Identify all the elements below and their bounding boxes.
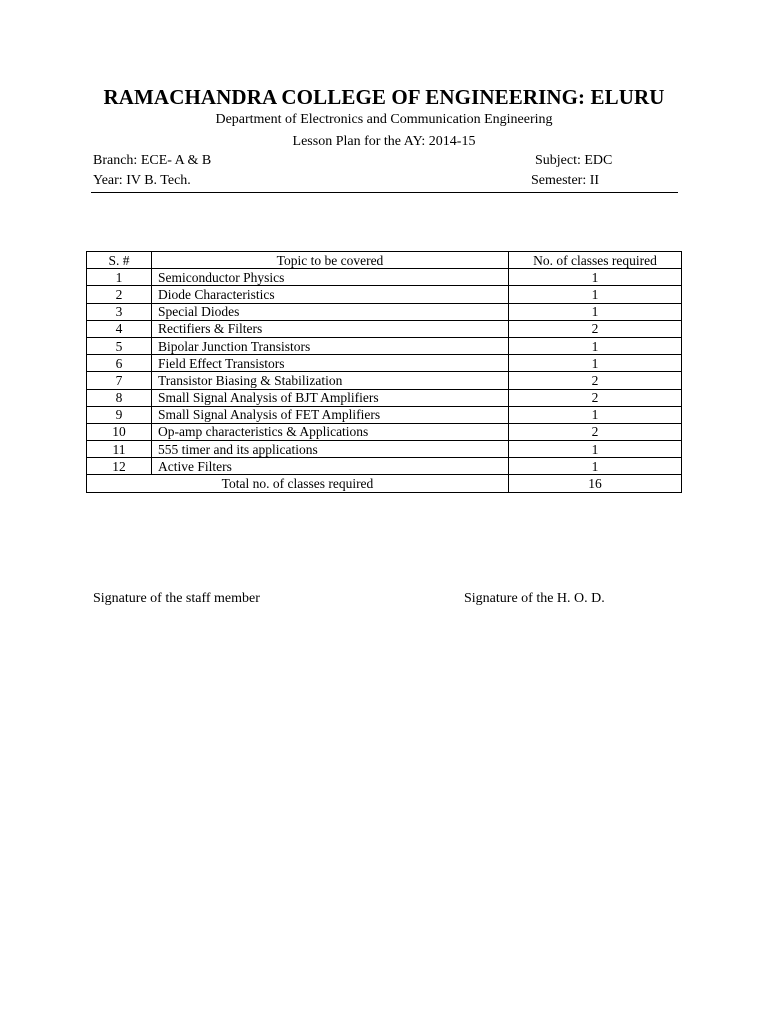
row-topic: Small Signal Analysis of FET Amplifiers bbox=[152, 406, 509, 423]
row-serial: 6 bbox=[87, 355, 152, 372]
row-topic: Special Diodes bbox=[152, 303, 509, 320]
subject-label: Subject: EDC bbox=[535, 153, 613, 168]
row-topic: Semiconductor Physics bbox=[152, 269, 509, 286]
hod-signature: Signature of the H. O. D. bbox=[464, 591, 605, 606]
row-topic: Transistor Biasing & Stabilization bbox=[152, 372, 509, 389]
total-label: Total no. of classes required bbox=[87, 475, 509, 492]
row-classes: 2 bbox=[509, 389, 682, 406]
row-classes: 1 bbox=[509, 269, 682, 286]
row-topic: Small Signal Analysis of BJT Amplifiers bbox=[152, 389, 509, 406]
table-row bbox=[87, 286, 682, 303]
table-row bbox=[87, 320, 682, 337]
total-value: 16 bbox=[509, 475, 682, 492]
row-classes: 1 bbox=[509, 441, 682, 458]
row-serial: 2 bbox=[87, 286, 152, 303]
row-topic: Diode Characteristics bbox=[152, 286, 509, 303]
total-row bbox=[87, 475, 682, 492]
row-serial: 10 bbox=[87, 423, 152, 440]
column-header-classes: No. of classes required bbox=[509, 252, 682, 269]
row-classes: 2 bbox=[509, 372, 682, 389]
table-row bbox=[87, 458, 682, 475]
table-row bbox=[87, 389, 682, 406]
row-serial: 11 bbox=[87, 441, 152, 458]
row-classes: 2 bbox=[509, 423, 682, 440]
lesson-plan-year: Lesson Plan for the AY: 2014-15 bbox=[292, 134, 476, 149]
table-body bbox=[87, 269, 682, 475]
row-topic: Field Effect Transistors bbox=[152, 355, 509, 372]
row-classes: 1 bbox=[509, 286, 682, 303]
row-topic: Bipolar Junction Transistors bbox=[152, 337, 509, 354]
column-header-serial: S. # bbox=[87, 252, 152, 269]
semester-label: Semester: II bbox=[531, 173, 600, 188]
row-serial: 9 bbox=[87, 406, 152, 423]
table-row bbox=[87, 372, 682, 389]
row-topic: 555 timer and its applications bbox=[152, 441, 509, 458]
row-classes: 1 bbox=[509, 406, 682, 423]
row-serial: 3 bbox=[87, 303, 152, 320]
column-header-topic: Topic to be covered bbox=[152, 252, 509, 269]
staff-signature: Signature of the staff member bbox=[93, 591, 260, 606]
row-topic: Rectifiers & Filters bbox=[152, 320, 509, 337]
table-row bbox=[87, 269, 682, 286]
table-header-row bbox=[87, 252, 682, 269]
row-classes: 1 bbox=[509, 458, 682, 475]
row-classes: 1 bbox=[509, 337, 682, 354]
branch-label: Branch: ECE- A & B bbox=[93, 153, 212, 168]
row-classes: 2 bbox=[509, 320, 682, 337]
table-row bbox=[87, 303, 682, 320]
table-row bbox=[87, 441, 682, 458]
row-classes: 1 bbox=[509, 303, 682, 320]
department-name: Department of Electronics and Communication Engineering bbox=[215, 112, 553, 127]
college-title: RAMACHANDRA COLLEGE OF ENGINEERING: ELURU bbox=[103, 85, 665, 109]
table-row bbox=[87, 355, 682, 372]
row-serial: 12 bbox=[87, 458, 152, 475]
row-classes: 1 bbox=[509, 355, 682, 372]
row-serial: 5 bbox=[87, 337, 152, 354]
table-row bbox=[87, 337, 682, 354]
row-serial: 1 bbox=[87, 269, 152, 286]
header-divider bbox=[91, 192, 678, 193]
table-row bbox=[87, 406, 682, 423]
row-serial: 4 bbox=[87, 320, 152, 337]
row-topic: Op-amp characteristics & Applications bbox=[152, 423, 509, 440]
lesson-plan-table bbox=[86, 251, 682, 493]
row-serial: 8 bbox=[87, 389, 152, 406]
row-topic: Active Filters bbox=[152, 458, 509, 475]
table-row bbox=[87, 423, 682, 440]
year-label: Year: IV B. Tech. bbox=[93, 173, 191, 188]
row-serial: 7 bbox=[87, 372, 152, 389]
